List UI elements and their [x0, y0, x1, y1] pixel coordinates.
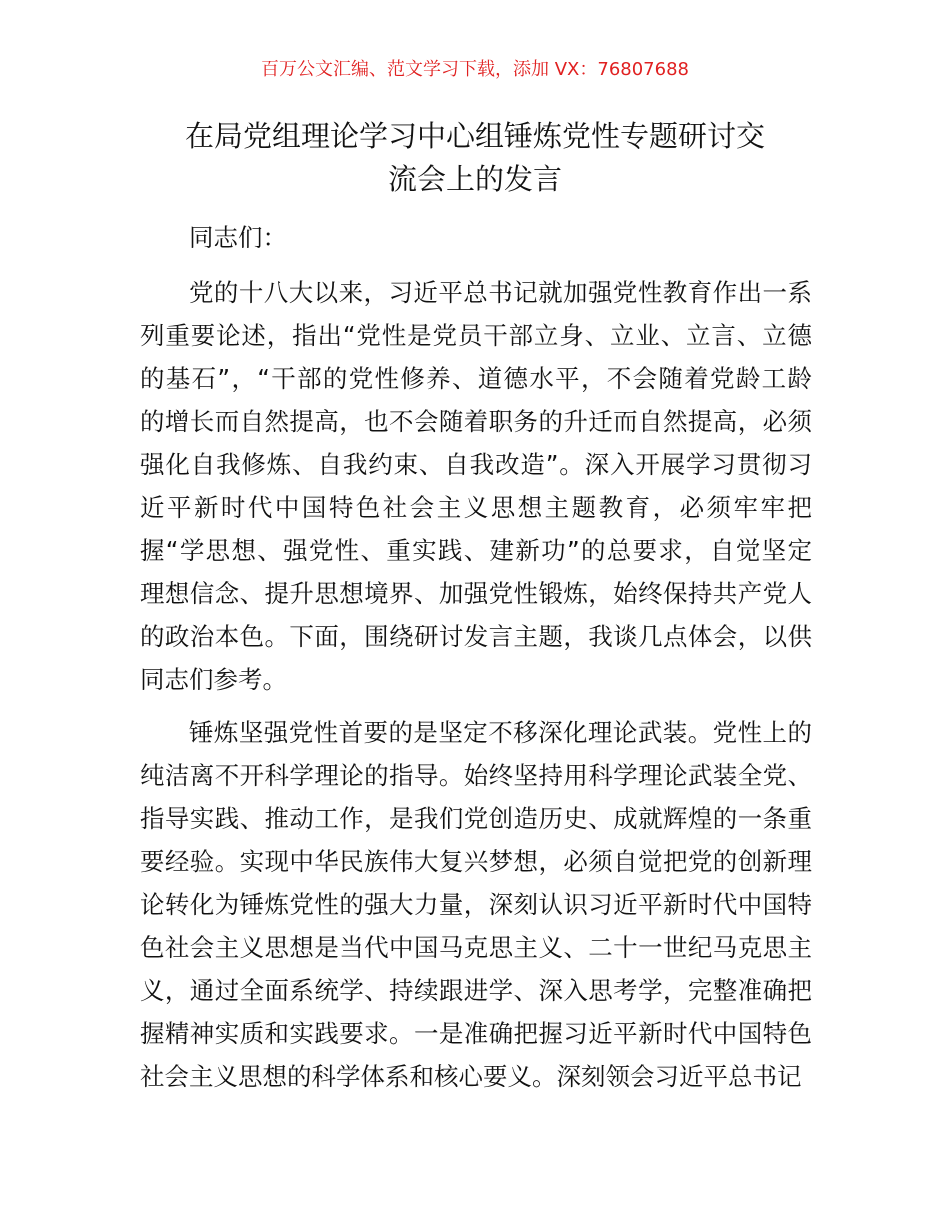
paragraph-line: 握精神实质和实践要求。一是准确把握习近平新时代中国特色	[140, 1019, 812, 1048]
paragraph-line: 列重要论述，指出“党性是党员干部立身、立业、立言、立德	[140, 321, 812, 350]
title-line: 在局党组理论学习中心组锤炼党性专题研讨交	[184, 119, 765, 153]
paragraph-line: 的政治本色。下面，围绕研讨发言主题，我谈几点体会，以供	[140, 622, 812, 651]
paragraph-line: 锤炼坚强党性首要的是坚定不移深化理论武装。党性上的	[189, 718, 812, 747]
paragraph-line: 握“学思想、强党性、重实践、建新功”的总要求，自觉坚定	[140, 536, 812, 565]
paragraph-line: 党的十八大以来，习近平总书记就加强党性教育作出一系	[189, 278, 812, 307]
paragraph-line: 要经验。实现中华民族伟大复兴梦想，必须自觉把党的创新理	[140, 847, 812, 876]
paragraph-line: 色社会主义思想是当代中国马克思主义、二十一世纪马克思主	[140, 933, 812, 962]
document-title	[0, 115, 950, 201]
paragraph-line: 论转化为锤炼党性的强大力量，深刻认识习近平新时代中国特	[140, 890, 812, 919]
greeting: 同志们：	[189, 223, 287, 252]
paragraph-1	[140, 271, 812, 701]
paragraph-line: 强化自我修炼、自我约束、自我改造”。深入开展学习贯彻习	[140, 450, 812, 479]
paragraph-line: 社会主义思想的科学体系和核心要义。深刻领会习近平总书记	[140, 1062, 802, 1091]
watermark-banner: 百万公文汇编、范文学习下载，添加 VX：76807688	[261, 59, 689, 80]
title-line: 流会上的发言	[387, 162, 562, 196]
paragraph-line: 的基石”，“干部的党性修养、道德水平，不会随着党龄工龄	[140, 364, 812, 393]
paragraph-line: 的增长而自然提高，也不会随着职务的升迁而自然提高，必须	[140, 407, 812, 436]
paragraph-line: 同志们参考。	[140, 665, 287, 694]
paragraph-line: 义，通过全面系统学、持续跟进学、深入思考学，完整准确把	[140, 976, 812, 1005]
paragraph-line: 纯洁离不开科学理论的指导。始终坚持用科学理论武装全党、	[140, 761, 812, 790]
paragraph-line: 理想信念、提升思想境界、加强党性锻炼，始终保持共产党人	[140, 579, 812, 608]
paragraph-line: 近平新时代中国特色社会主义思想主题教育，必须牢牢把	[140, 493, 812, 522]
paragraph-line: 指导实践、推动工作，是我们党创造历史、成就辉煌的一条重	[140, 804, 812, 833]
paragraph-2	[140, 711, 812, 1098]
